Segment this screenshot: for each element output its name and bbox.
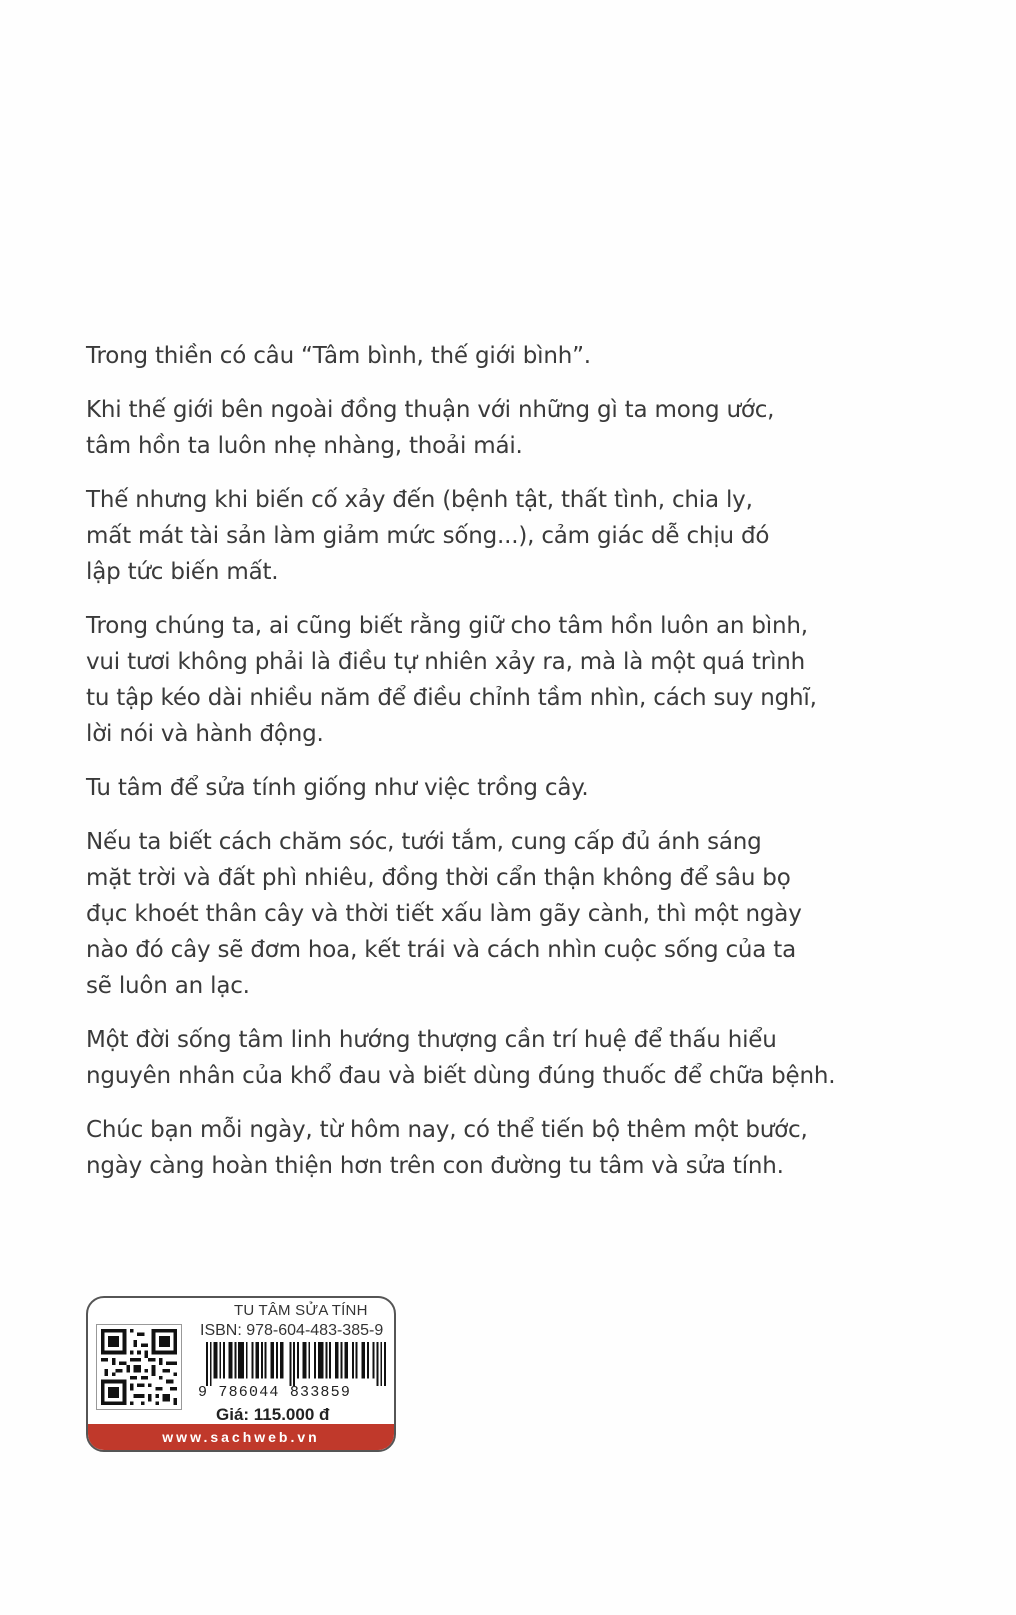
qr-code-icon — [96, 1324, 182, 1410]
paragraph-6: Nếu ta biết cách chăm sóc, tưới tắm, cung cấp đủ ánh sáng mặt trời và đất phì nhiêu, đồng thời cẩn thận không để sâu bọ đục khoét thân cây và thời tiết xấu làm gãy cành, thì một ngày nào đó cây sẽ đơm hoa, kết trái và cách nhìn cuộc sống của ta sẽ luôn an lạc. — [86, 829, 802, 999]
paragraph-4: Trong chúng ta, ai cũng biết rằng giữ cho tâm hồn luôn an bình, vui tươi không phải là điều tự nhiên xảy ra, mà là một quá trình tu tập kéo dài nhiều năm để điều chỉnh tầm nhìn, cách suy nghĩ, lời nói và hành động. — [86, 613, 817, 747]
barcode-icon — [206, 1342, 386, 1386]
paragraph-8: Chúc bạn mỗi ngày, từ hôm nay, có thể tiến bộ thêm một bước, ngày càng hoàn thiện hơn trên con đường tu tâm và sửa tính. — [86, 1117, 808, 1179]
paragraph-7: Một đời sống tâm linh hướng thượng cần trí huệ để thấu hiểu nguyên nhân của khổ đau và biết dùng đúng thuốc để chữa bệnh. — [86, 1027, 836, 1089]
sticker-book-title: TU TÂM SỬA TÍNH — [234, 1302, 368, 1319]
sticker-website: www.sachweb.vn — [88, 1424, 394, 1450]
sticker-price: Giá: 115.000 đ — [216, 1405, 330, 1424]
paragraph-3: Thế nhưng khi biến cố xảy đến (bệnh tật, thất tình, chia ly, mất mát tài sản làm giảm mức sống...), cảm giác dễ chịu đó lập tức biến mất. — [86, 487, 770, 585]
blurb-text — [86, 338, 966, 1202]
paragraph-5: Tu tâm để sửa tính giống như việc trồng cây. — [86, 775, 589, 801]
barcode-digits: 9 786044 833859 — [198, 1384, 352, 1401]
paragraph-2: Khi thế giới bên ngoài đồng thuận với những gì ta mong ước, tâm hồn ta luôn nhẹ nhàng, thoải mái. — [86, 397, 775, 459]
price-sticker — [86, 1296, 396, 1452]
sticker-isbn: ISBN: 978-604-483-385-9 — [200, 1322, 384, 1339]
paragraph-1: Trong thiền có câu “Tâm bình, thế giới bình”. — [86, 343, 591, 369]
